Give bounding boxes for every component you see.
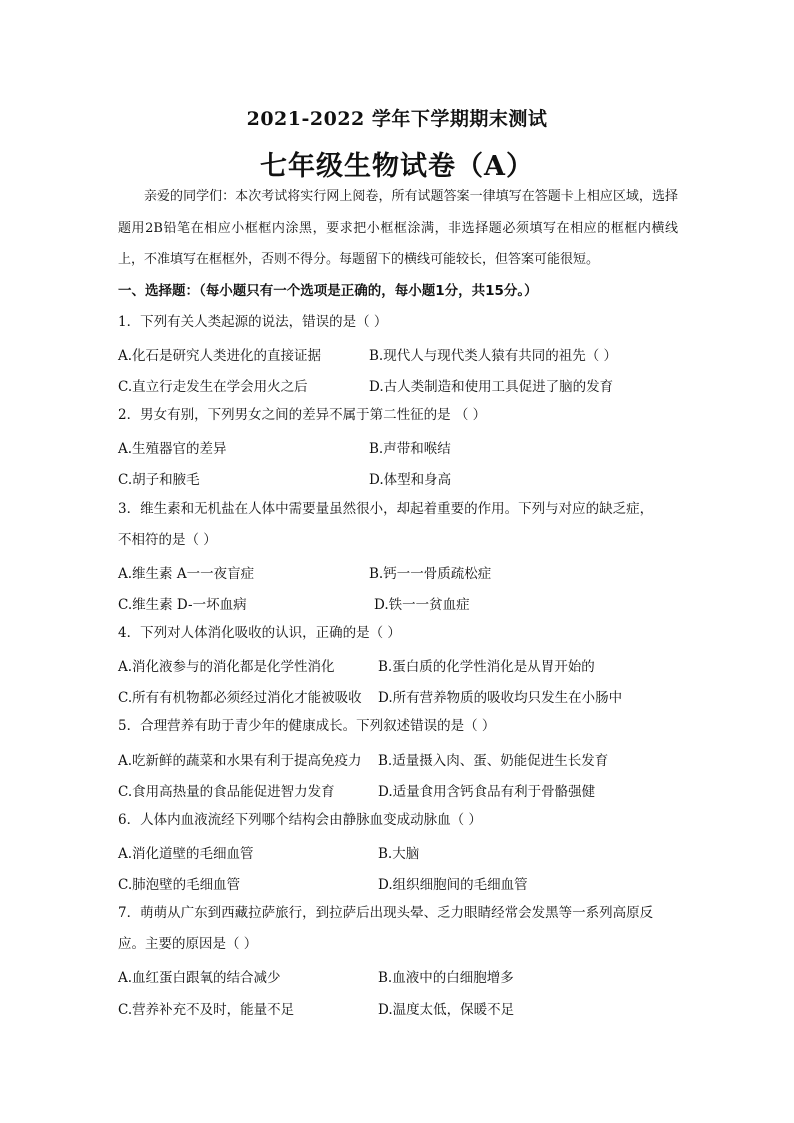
question-1-option-a: A.化石是研究人类进化的直接证据	[118, 348, 322, 364]
question-7-option-d: D.温度太低，保暖不足	[378, 1002, 515, 1018]
question-5-option-d: D.适量食用含钙食品有利于骨骼强健	[378, 784, 596, 800]
question-4-option-b: B.蛋白质的化学性消化是从胃开始的	[378, 659, 595, 675]
question-5-option-a: A.吃新鲜的蔬菜和水果有利于提高免疫力	[118, 753, 362, 769]
exam-title: 2021-2022 学年下学期期末测试	[246, 108, 548, 130]
question-6-stem: 6．人体内血液流经下列哪个结构会由静脉血变成动脉血（ ）	[118, 812, 482, 828]
question-7-option-c: C.营养补充不及时，能量不足	[118, 1002, 295, 1018]
question-3-option-b: B.钙一一骨质疏松症	[369, 566, 492, 582]
question-5-stem: 5．合理营养有助于青少年的健康成长。下列叙述错误的是（ ）	[118, 718, 496, 734]
question-2-stem: 2．男女有别，下列男女之间的差异不属于第二性征的是 （ ）	[118, 407, 487, 423]
question-3-option-a: A.维生素 A一一夜盲症	[118, 566, 255, 582]
question-7-stem-continued: 应。主要的原因是（ ）	[118, 936, 258, 952]
question-1-option-b: B.现代人与现代类人猿有共同的祖先（ ）	[369, 348, 618, 364]
question-2-option-c: C.胡子和腋毛	[118, 472, 200, 488]
question-2-option-b: B.声带和喉结	[369, 441, 451, 457]
question-5-option-b: B.适量摄入肉、蛋、奶能促进生长发育	[378, 753, 609, 769]
question-4-option-c: C.所有有机物都必须经过消化才能被吸收	[118, 690, 362, 706]
question-6-option-d: D.组织细胞间的毛细血管	[378, 877, 528, 893]
question-3-option-c: C.维生素 D-一坏血病	[118, 597, 247, 613]
question-2-option-d: D.体型和身高	[369, 472, 452, 488]
question-2-option-a: A.生殖器官的差异	[118, 441, 227, 457]
question-6-option-b: B.大脑	[378, 846, 420, 862]
question-5-option-c: C.食用高热量的食品能促进智力发育	[118, 784, 335, 800]
question-6-option-c: C.肺泡壁的毛细血管	[118, 877, 241, 893]
question-1-option-c: C.直立行走发生在学会用火之后	[118, 379, 308, 395]
question-3-stem-continued: 不相符的是（ ）	[118, 532, 217, 548]
section-heading-choice: 一、选择题：（每小题只有一个选项是正确的，每小题1分，共15分。）	[118, 283, 538, 299]
question-1-option-d: D.古人类制造和使用工具促进了脑的发育	[369, 379, 614, 395]
question-4-stem: 4．下列对人体消化吸收的认识，正确的是（ ）	[118, 625, 401, 641]
question-7-option-b: B.血液中的白细胞增多	[378, 970, 514, 986]
exam-subtitle: 七年级生物试卷（A）	[260, 151, 534, 182]
question-7-stem: 7．萌萌从广东到西藏拉萨旅行，到拉萨后出现头晕、乏力眼睛经常会发黑等一系列高原反	[118, 905, 654, 921]
question-3-option-d: D.铁一一贫血症	[374, 597, 470, 613]
question-4-option-a: A.消化液参与的消化都是化学性消化	[118, 659, 335, 675]
exam-instructions: 亲爱的同学们：本次考试将实行网上阅卷，所有试题答案一律填写在答题卡上相应区域，选择题用2B铅笔在相应小框框内涂黑，要求把小框框涂满，非选择题必须填写在相应的框框内横线上，不准填写在框框外，否则不得分。每题留下的横线可能较长，但答案可能很短。	[118, 189, 678, 267]
question-7-option-a: A.血红蛋白跟氧的结合减少	[118, 970, 281, 986]
question-4-option-d: D.所有营养物质的吸收均只发生在小肠中	[378, 690, 623, 706]
question-1-stem: 1．下列有关人类起源的说法，错误的是（ ）	[118, 314, 388, 330]
question-3-stem: 3．维生素和无机盐在人体中需要量虽然很小，却起着重要的作用。下列与对应的缺乏症，	[118, 501, 654, 517]
question-6-option-a: A.消化道壁的毛细血管	[118, 846, 254, 862]
